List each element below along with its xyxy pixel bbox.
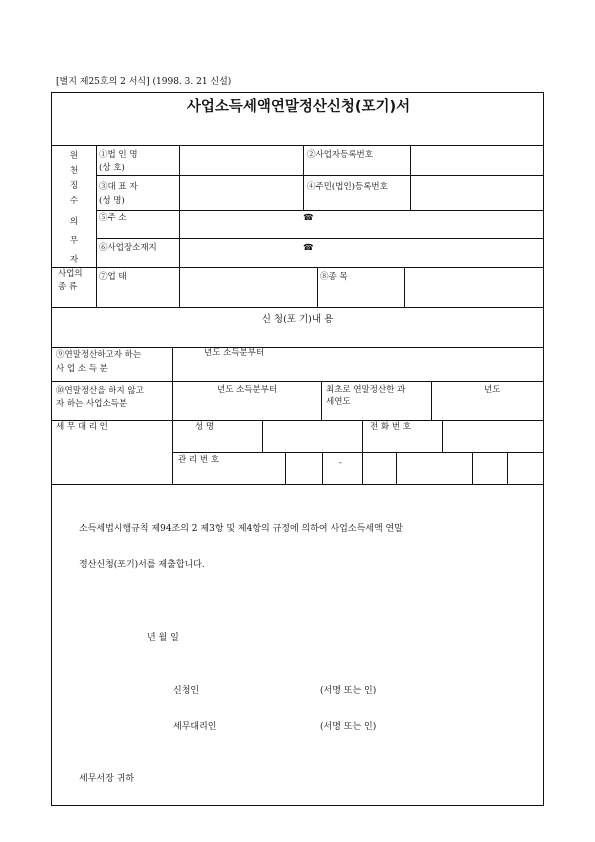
agent-mgmt-dash: - bbox=[339, 458, 342, 468]
year-suffix: 년도 bbox=[484, 385, 501, 395]
agent-name-label: 성 명 bbox=[195, 422, 215, 432]
rule bbox=[472, 452, 473, 484]
biz-type-head-1: 사업의 bbox=[58, 269, 83, 279]
statement-date: 년 월 일 bbox=[147, 633, 179, 643]
phone-icon: ☎ bbox=[303, 243, 314, 253]
item10-value: 년도 소득분부터 bbox=[217, 385, 278, 395]
rule bbox=[52, 267, 543, 268]
first-year-label-2: 세연도 bbox=[326, 397, 351, 407]
corp-name-label-1: ①법 인 명 bbox=[99, 150, 138, 160]
rule bbox=[179, 145, 180, 307]
biz-item-label: ⑧종 목 bbox=[320, 272, 348, 282]
withholder-label-2: 천 bbox=[69, 166, 79, 176]
rule bbox=[404, 267, 405, 307]
withholder-label-4: 수 bbox=[69, 196, 79, 206]
rule bbox=[52, 145, 543, 146]
withholder-label-3: 징 bbox=[69, 181, 79, 191]
form-frame bbox=[51, 92, 544, 806]
item10-label-1: ⑩연말정산을 하지 않고 bbox=[56, 386, 144, 396]
rule bbox=[52, 347, 543, 348]
agent-label: 세 무 대 리 인 bbox=[56, 422, 108, 432]
rule bbox=[52, 484, 543, 485]
biz-type-head-2: 종 류 bbox=[58, 282, 78, 292]
rule bbox=[410, 145, 411, 210]
withholder-label-6: 무 bbox=[69, 236, 79, 246]
rule bbox=[321, 381, 322, 420]
withholder-label-1: 원 bbox=[69, 151, 79, 161]
rule bbox=[96, 238, 543, 239]
rule bbox=[52, 381, 543, 382]
item9-label-2: 사 업 소 득 분 bbox=[56, 364, 108, 374]
rule bbox=[303, 145, 304, 210]
rule bbox=[262, 420, 263, 452]
applicant-sign: (서명 또는 인) bbox=[320, 686, 377, 696]
rule bbox=[52, 307, 543, 308]
rule bbox=[507, 452, 508, 484]
rule bbox=[322, 452, 323, 484]
corp-name-label-2: (상 호) bbox=[99, 163, 125, 173]
biz-type-label: ⑦업 태 bbox=[99, 272, 127, 282]
rule bbox=[172, 452, 543, 453]
first-year-label-1: 최초로 연말정산한 과 bbox=[326, 385, 406, 395]
item9-value: 년도 소득분부터 bbox=[204, 348, 265, 358]
rule bbox=[285, 452, 286, 484]
tax-agent-sign: (서명 또는 인) bbox=[320, 722, 377, 732]
rule bbox=[317, 267, 318, 307]
request-section-title: 신 청(포 기)내 용 bbox=[261, 314, 334, 325]
rule bbox=[431, 381, 432, 420]
statement-line-2: 정산신청(포기)서를 제출합니다. bbox=[79, 560, 205, 570]
statement-line-1: 소득세법시행규칙 제94조의 2 제3항 및 제4항의 규정에 의하여 사업소득세액 연말 bbox=[79, 524, 403, 534]
tax-agent-label: 세무대리인 bbox=[173, 722, 217, 732]
form-note: [별지 제25호의 2 서식] (1998. 3. 21 신설) bbox=[56, 77, 232, 87]
agent-mgmt-label: 관 리 번 호 bbox=[178, 455, 219, 465]
rule bbox=[442, 420, 443, 452]
applicant-label: 신청인 bbox=[173, 686, 200, 696]
addressee: 세무서장 귀하 bbox=[79, 774, 135, 784]
rule bbox=[96, 145, 97, 307]
rule bbox=[96, 210, 543, 211]
address-label: ⑤주 소 bbox=[99, 213, 127, 223]
rule bbox=[96, 175, 543, 176]
rule bbox=[172, 420, 173, 484]
agent-phone-label: 전 화 번 호 bbox=[370, 422, 411, 432]
resident-no-label: ④주민(법인)등록번호 bbox=[307, 182, 388, 192]
form-title: 사업소득세액연말정산신청(포기)서 bbox=[186, 99, 411, 115]
rep-label-2: (성 명) bbox=[99, 196, 125, 206]
phone-icon: ☎ bbox=[303, 213, 314, 223]
biz-reg-no-label: ②사업자등록번호 bbox=[307, 150, 373, 160]
rule bbox=[172, 381, 173, 420]
rule bbox=[52, 420, 543, 421]
withholder-label-5: 의 bbox=[69, 217, 79, 227]
rule bbox=[172, 347, 173, 381]
withholder-label-7: 자 bbox=[69, 255, 79, 265]
rule bbox=[396, 452, 397, 484]
rep-label-1: ③대 표 자 bbox=[99, 182, 138, 192]
item10-label-2: 자 하는 사업소득분 bbox=[56, 399, 128, 409]
biz-location-label: ⑥사업장소재지 bbox=[99, 243, 157, 253]
rule bbox=[362, 420, 363, 484]
item9-label-1: ⑨연말정산하고자 하는 bbox=[56, 350, 142, 360]
